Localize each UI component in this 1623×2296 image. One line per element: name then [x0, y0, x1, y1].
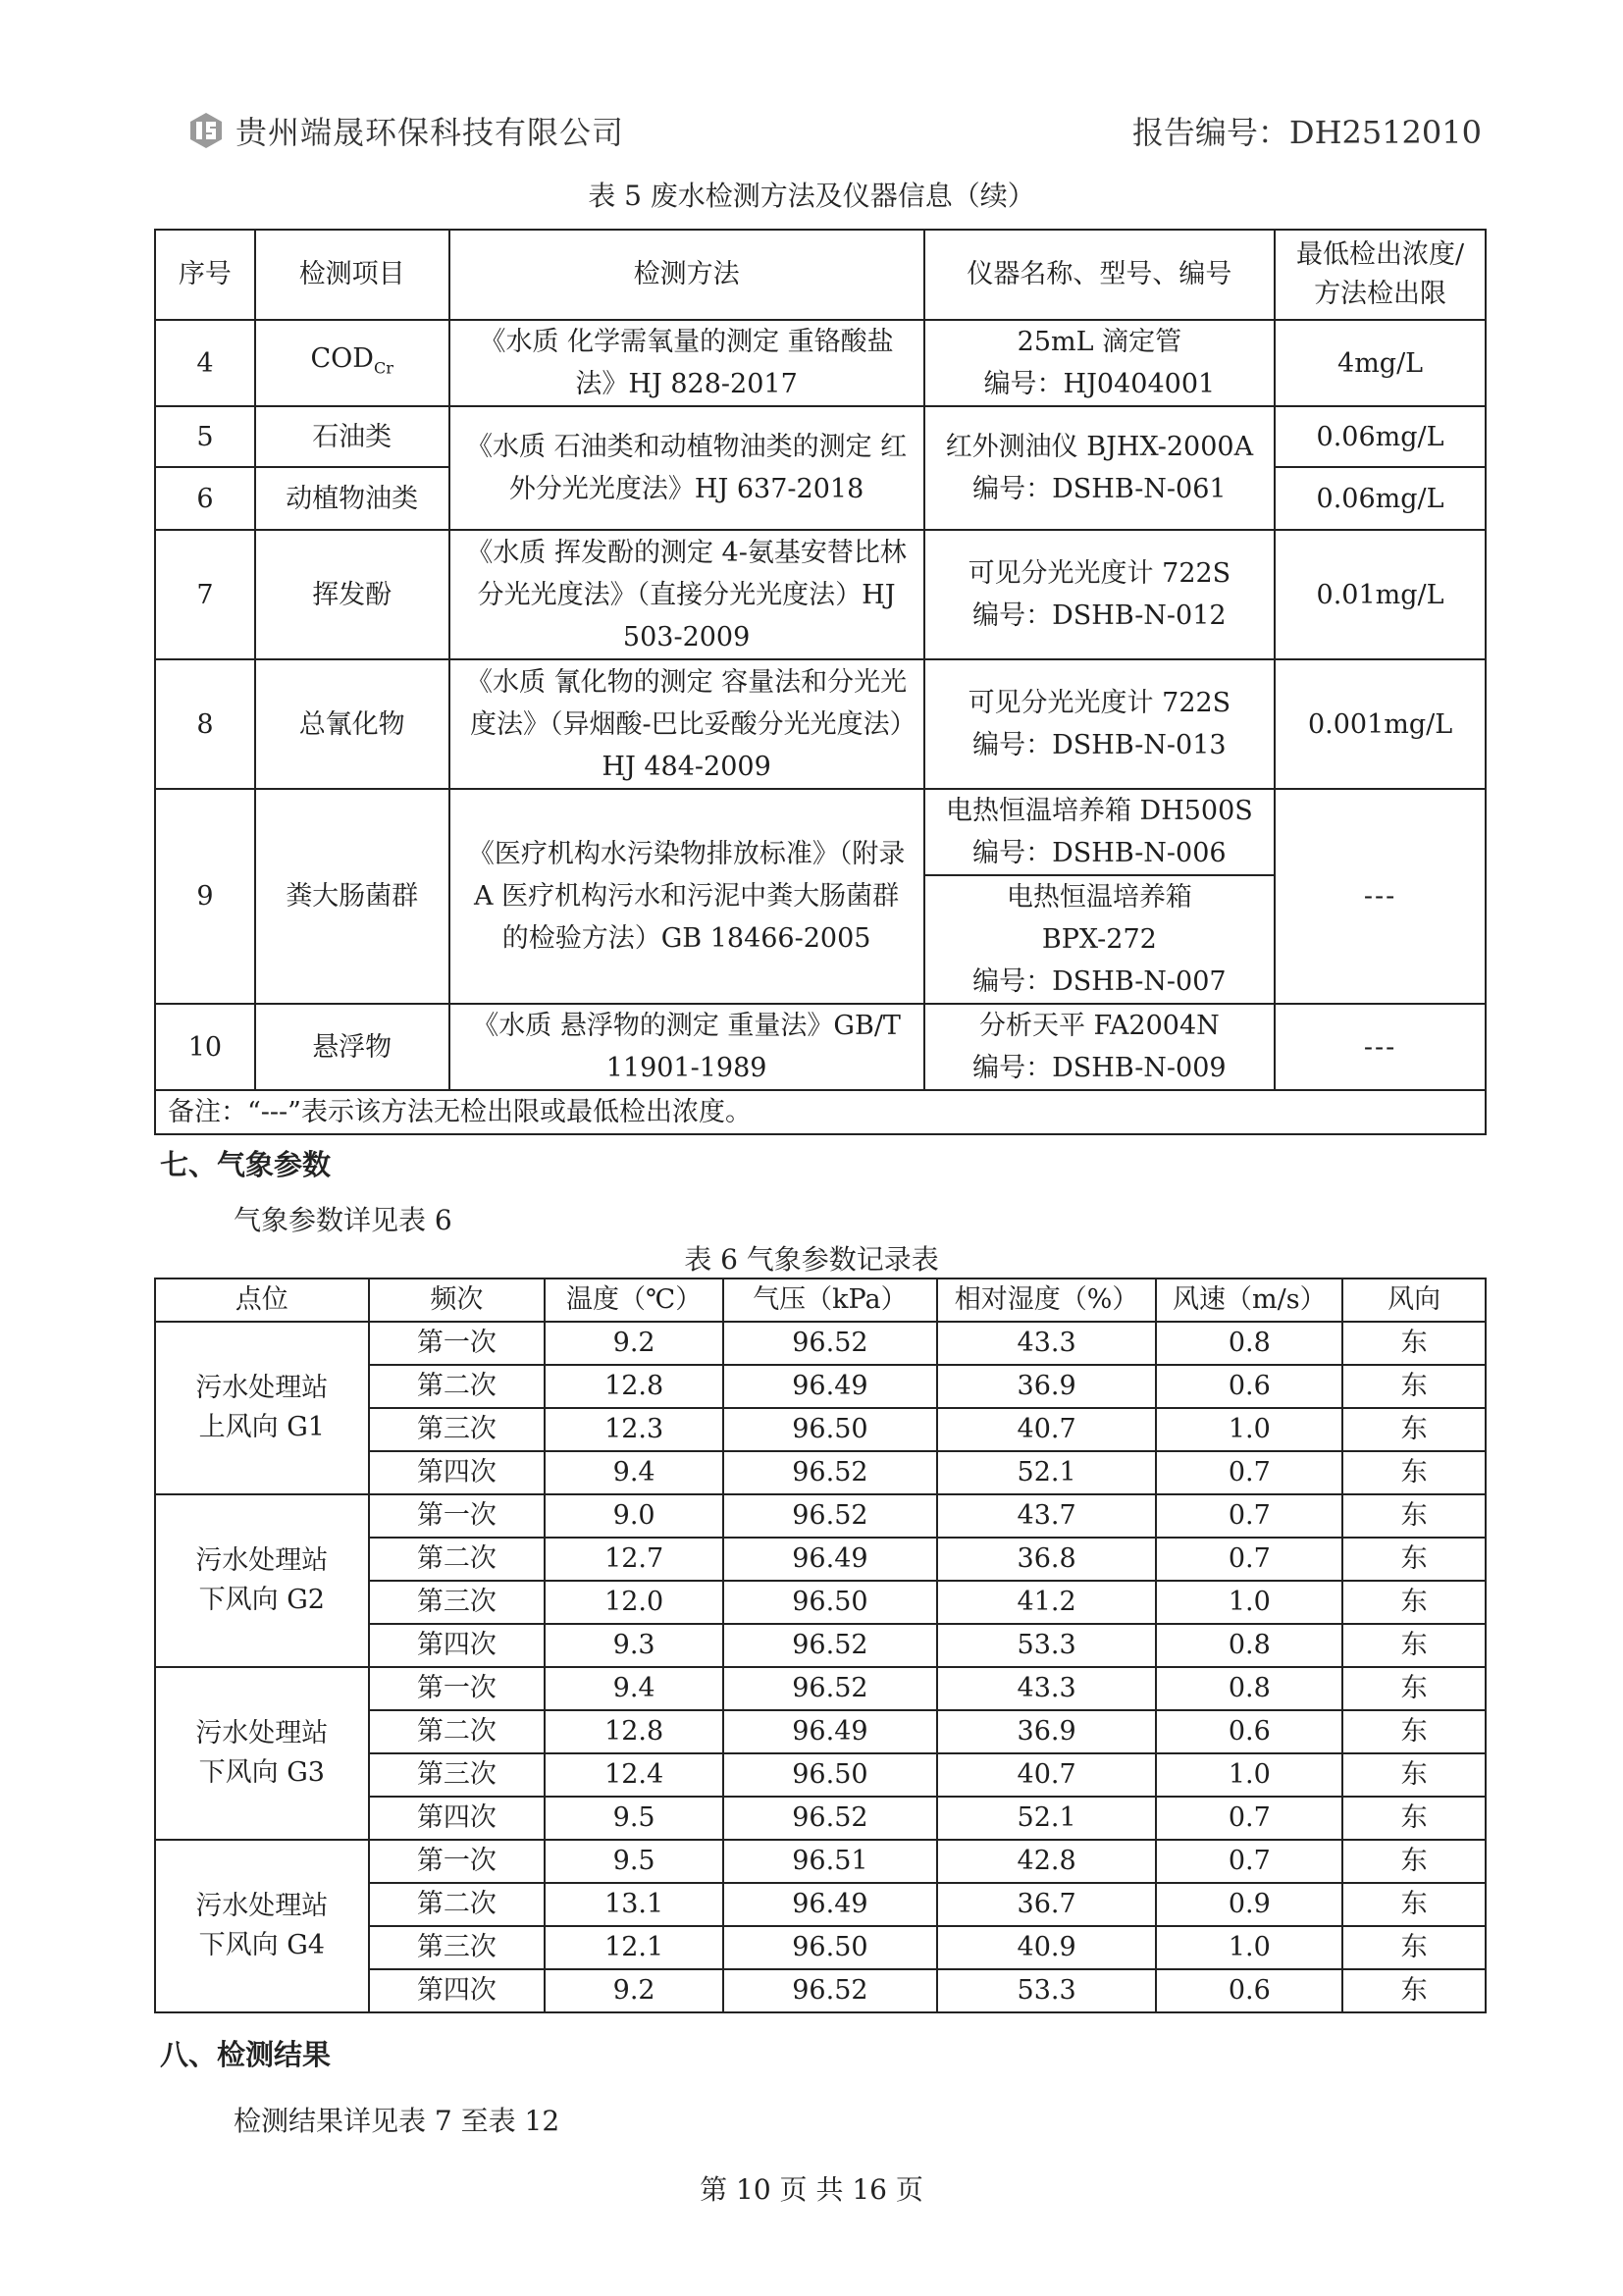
- frequency-cell: 第二次: [369, 1365, 546, 1408]
- detection-limit: ---: [1275, 1004, 1486, 1090]
- table6-weather: [154, 1278, 1487, 2013]
- table5-methods: [154, 229, 1487, 1135]
- wind-speed-cell: 0.7: [1156, 1840, 1342, 1883]
- humidity-cell: 36.8: [937, 1538, 1157, 1581]
- humidity-cell: 40.9: [937, 1926, 1157, 1969]
- wind-direction-cell: 东: [1342, 1667, 1486, 1710]
- header-cell: 序号: [155, 230, 255, 320]
- humidity-cell: 43.7: [937, 1494, 1157, 1538]
- pressure-cell: 96.49: [723, 1365, 937, 1408]
- frequency-cell: 第二次: [369, 1883, 546, 1926]
- instrument: 红外测油仪 BJHX-2000A 编号：DSHB-N-061: [924, 406, 1275, 530]
- header-cell: 检测项目: [255, 230, 449, 320]
- wind-speed-cell: 0.7: [1156, 1797, 1342, 1840]
- humidity-cell: 40.7: [937, 1753, 1157, 1797]
- header-cell: 点位: [155, 1278, 369, 1322]
- site-cell: [155, 1667, 369, 1840]
- detection-limit: 0.001mg/L: [1275, 659, 1486, 789]
- instrument: 分析天平 FA2004N 编号：DSHB-N-009: [924, 1004, 1275, 1090]
- test-method: 《医疗机构水污染物排放标准》（附录 A 医疗机构污水和污泥中粪大肠菌群的检验方法）GB 18466-2005: [449, 789, 924, 1004]
- section-8-title: 八、检测结果: [160, 2038, 332, 2071]
- wind-direction-cell: 东: [1342, 1710, 1486, 1753]
- page-header: [186, 106, 1482, 155]
- pressure-cell: 96.50: [723, 1753, 937, 1797]
- pressure-cell: 96.52: [723, 1451, 937, 1494]
- pressure-cell: 96.52: [723, 1969, 937, 2012]
- pressure-cell: 96.49: [723, 1883, 937, 1926]
- pressure-cell: 96.50: [723, 1926, 937, 1969]
- wind-speed-cell: 1.0: [1156, 1753, 1342, 1797]
- site-label: 下风向 G2: [198, 1585, 325, 1615]
- table5-caption: 表 5 废水检测方法及仪器信息（续）: [588, 180, 1035, 212]
- wind-direction-cell: 东: [1342, 1365, 1486, 1408]
- site-label: 下风向 G3: [198, 1757, 325, 1788]
- wind-speed-cell: 0.7: [1156, 1494, 1342, 1538]
- detection-limit: ---: [1275, 789, 1486, 1004]
- humidity-cell: 52.1: [937, 1797, 1157, 1840]
- humidity-cell: 43.3: [937, 1667, 1157, 1710]
- humidity-cell: 36.9: [937, 1365, 1157, 1408]
- wind-speed-cell: 0.8: [1156, 1322, 1342, 1365]
- table-row: [155, 1494, 1486, 1538]
- wind-direction-cell: 东: [1342, 1797, 1486, 1840]
- frequency-cell: 第三次: [369, 1408, 546, 1451]
- detection-limit: 4mg/L: [1275, 320, 1486, 406]
- temperature-cell: 9.5: [545, 1840, 723, 1883]
- pressure-cell: 96.50: [723, 1408, 937, 1451]
- test-method: 《水质 化学需氧量的测定 重铬酸盐法》HJ 828-2017: [449, 320, 924, 406]
- temperature-cell: 9.4: [545, 1667, 723, 1710]
- site-label: 污水处理站: [195, 1545, 329, 1576]
- frequency-cell: 第四次: [369, 1624, 546, 1667]
- test-item: 动植物油类: [255, 467, 449, 530]
- wind-speed-cell: 1.0: [1156, 1581, 1342, 1624]
- frequency-cell: 第一次: [369, 1494, 546, 1538]
- company-logo-icon: [186, 111, 226, 150]
- pressure-cell: 96.51: [723, 1840, 937, 1883]
- section-7-text: 气象参数详见表 6: [234, 1204, 452, 1236]
- test-item: $COD_{Cr}$: [255, 320, 449, 406]
- wind-speed-cell: 1.0: [1156, 1926, 1342, 1969]
- temperature-cell: 12.3: [545, 1408, 723, 1451]
- wind-direction-cell: 东: [1342, 1883, 1486, 1926]
- wind-speed-cell: 1.0: [1156, 1408, 1342, 1451]
- pressure-cell: 96.52: [723, 1322, 937, 1365]
- instrument: 电热恒温培养箱 BPX-272 编号：DSHB-N-007: [924, 875, 1275, 1004]
- temperature-cell: 12.7: [545, 1538, 723, 1581]
- instrument: 25mL 滴定管 编号：HJ0404001: [924, 320, 1275, 406]
- row-number: 7: [155, 530, 255, 659]
- table-row: [155, 1322, 1486, 1365]
- frequency-cell: 第三次: [369, 1753, 546, 1797]
- humidity-cell: 42.8: [937, 1840, 1157, 1883]
- test-item: 总氰化物: [255, 659, 449, 789]
- frequency-cell: 第一次: [369, 1322, 546, 1365]
- humidity-cell: 40.7: [937, 1408, 1157, 1451]
- header-cell: 相对湿度（%）: [937, 1278, 1157, 1322]
- row-number: 5: [155, 406, 255, 467]
- wind-speed-cell: 0.9: [1156, 1883, 1342, 1926]
- header-cell: 风向: [1342, 1278, 1486, 1322]
- table-row: [155, 1840, 1486, 1883]
- table-note: 备注：“---”表示该方法无检出限或最低检出浓度。: [155, 1090, 1486, 1134]
- company-block: [186, 108, 624, 153]
- pressure-cell: 96.49: [723, 1538, 937, 1581]
- site-label: 上风向 G1: [198, 1412, 325, 1442]
- humidity-cell: 36.9: [937, 1710, 1157, 1753]
- table-row: [155, 406, 1486, 467]
- temperature-cell: 9.2: [545, 1969, 723, 2012]
- table-note-row: [155, 1090, 1486, 1134]
- instrument: 电热恒温培养箱 DH500S 编号：DSHB-N-006: [924, 789, 1275, 875]
- header-cell: 风速（m/s）: [1156, 1278, 1342, 1322]
- wind-direction-cell: 东: [1342, 1538, 1486, 1581]
- temperature-cell: 12.8: [545, 1710, 723, 1753]
- frequency-cell: 第三次: [369, 1581, 546, 1624]
- table-row: [155, 1004, 1486, 1090]
- section-7-title: 七、气象参数: [160, 1148, 332, 1181]
- wind-direction-cell: 东: [1342, 1451, 1486, 1494]
- wind-direction-cell: 东: [1342, 1840, 1486, 1883]
- frequency-cell: 第四次: [369, 1797, 546, 1840]
- table-row: [155, 789, 1486, 875]
- wind-direction-cell: 东: [1342, 1753, 1486, 1797]
- section-8-text: 检测结果详见表 7 至表 12: [234, 2105, 560, 2137]
- table-row: [155, 659, 1486, 789]
- wind-direction-cell: 东: [1342, 1494, 1486, 1538]
- row-number: 6: [155, 467, 255, 530]
- table-row: [155, 320, 1486, 406]
- temperature-cell: 9.2: [545, 1322, 723, 1365]
- header-cell: 温度（℃）: [545, 1278, 723, 1322]
- wind-speed-cell: 0.7: [1156, 1538, 1342, 1581]
- frequency-cell: 第三次: [369, 1926, 546, 1969]
- row-number: 9: [155, 789, 255, 1004]
- frequency-cell: 第一次: [369, 1667, 546, 1710]
- pressure-cell: 96.52: [723, 1624, 937, 1667]
- pressure-cell: 96.49: [723, 1710, 937, 1753]
- frequency-cell: 第二次: [369, 1538, 546, 1581]
- site-cell: [155, 1840, 369, 2012]
- site-label: 下风向 G4: [198, 1930, 325, 1960]
- detection-limit: 0.01mg/L: [1275, 530, 1486, 659]
- wind-direction-cell: 东: [1342, 1408, 1486, 1451]
- temperature-cell: 12.0: [545, 1581, 723, 1624]
- header-cell: 仪器名称、型号、编号: [924, 230, 1275, 320]
- site-label: 污水处理站: [195, 1373, 329, 1403]
- wind-speed-cell: 0.8: [1156, 1624, 1342, 1667]
- wind-speed-cell: 0.7: [1156, 1451, 1342, 1494]
- header-cell: 最低检出浓度/方法检出限: [1275, 230, 1486, 320]
- frequency-cell: 第四次: [369, 1969, 546, 2012]
- wind-direction-cell: 东: [1342, 1624, 1486, 1667]
- frequency-cell: 第二次: [369, 1710, 546, 1753]
- table-row: [155, 1667, 1486, 1710]
- detection-limit: 0.06mg/L: [1275, 467, 1486, 530]
- header-cell: 气压（kPa）: [723, 1278, 937, 1322]
- test-method: 《水质 氰化物的测定 容量法和分光光度法》（异烟酸-巴比妥酸分光光度法）HJ 484-2009: [449, 659, 924, 789]
- instrument: 可见分光光度计 722S 编号：DSHB-N-012: [924, 530, 1275, 659]
- temperature-cell: 13.1: [545, 1883, 723, 1926]
- instrument: 可见分光光度计 722S 编号：DSHB-N-013: [924, 659, 1275, 789]
- wind-direction-cell: 东: [1342, 1969, 1486, 2012]
- test-item: 挥发酚: [255, 530, 449, 659]
- wind-speed-cell: 0.8: [1156, 1667, 1342, 1710]
- wind-speed-cell: 0.6: [1156, 1969, 1342, 2012]
- test-item: 悬浮物: [255, 1004, 449, 1090]
- test-item: 粪大肠菌群: [255, 789, 449, 1004]
- humidity-cell: 43.3: [937, 1322, 1157, 1365]
- detection-limit: 0.06mg/L: [1275, 406, 1486, 467]
- frequency-cell: 第一次: [369, 1840, 546, 1883]
- frequency-cell: 第四次: [369, 1451, 546, 1494]
- temperature-cell: 9.3: [545, 1624, 723, 1667]
- header-cell: 检测方法: [449, 230, 924, 320]
- row-number: 10: [155, 1004, 255, 1090]
- humidity-cell: 53.3: [937, 1624, 1157, 1667]
- company-name: 贵州端晟环保科技有限公司: [236, 114, 625, 151]
- row-number: 8: [155, 659, 255, 789]
- temperature-cell: 9.4: [545, 1451, 723, 1494]
- table6-caption: 表 6 气象参数记录表: [684, 1243, 939, 1276]
- wind-direction-cell: 东: [1342, 1322, 1486, 1365]
- wind-direction-cell: 东: [1342, 1926, 1486, 1969]
- pressure-cell: 96.50: [723, 1581, 937, 1624]
- wind-speed-cell: 0.6: [1156, 1365, 1342, 1408]
- site-cell: [155, 1494, 369, 1667]
- temperature-cell: 12.1: [545, 1926, 723, 1969]
- temperature-cell: 9.0: [545, 1494, 723, 1538]
- wind-direction-cell: 东: [1342, 1581, 1486, 1624]
- table5-header-row: [155, 230, 1486, 320]
- site-label: 污水处理站: [195, 1718, 329, 1748]
- test-item: 石油类: [255, 406, 449, 467]
- table6-header-row: [155, 1278, 1486, 1322]
- test-method: 《水质 悬浮物的测定 重量法》GB/T 11901-1989: [449, 1004, 924, 1090]
- page-footer: 第 10 页 共 16 页: [700, 2173, 923, 2206]
- pressure-cell: 96.52: [723, 1667, 937, 1710]
- humidity-cell: 41.2: [937, 1581, 1157, 1624]
- site-cell: [155, 1322, 369, 1494]
- report-number: 报告编号：DH2512010: [1131, 114, 1482, 151]
- header-cell: 频次: [369, 1278, 546, 1322]
- wind-speed-cell: 0.6: [1156, 1710, 1342, 1753]
- temperature-cell: 12.8: [545, 1365, 723, 1408]
- test-method: 《水质 挥发酚的测定 4-氨基安替比林分光光度法》（直接分光光度法）HJ 503-2009: [449, 530, 924, 659]
- pressure-cell: 96.52: [723, 1494, 937, 1538]
- humidity-cell: 36.7: [937, 1883, 1157, 1926]
- site-label: 污水处理站: [195, 1891, 329, 1921]
- row-number: 4: [155, 320, 255, 406]
- temperature-cell: 9.5: [545, 1797, 723, 1840]
- test-method: 《水质 石油类和动植物油类的测定 红外分光光度法》HJ 637-2018: [449, 406, 924, 530]
- table-row: [155, 530, 1486, 659]
- humidity-cell: 53.3: [937, 1969, 1157, 2012]
- humidity-cell: 52.1: [937, 1451, 1157, 1494]
- table6-body: [155, 1322, 1486, 2012]
- temperature-cell: 12.4: [545, 1753, 723, 1797]
- pressure-cell: 96.52: [723, 1797, 937, 1840]
